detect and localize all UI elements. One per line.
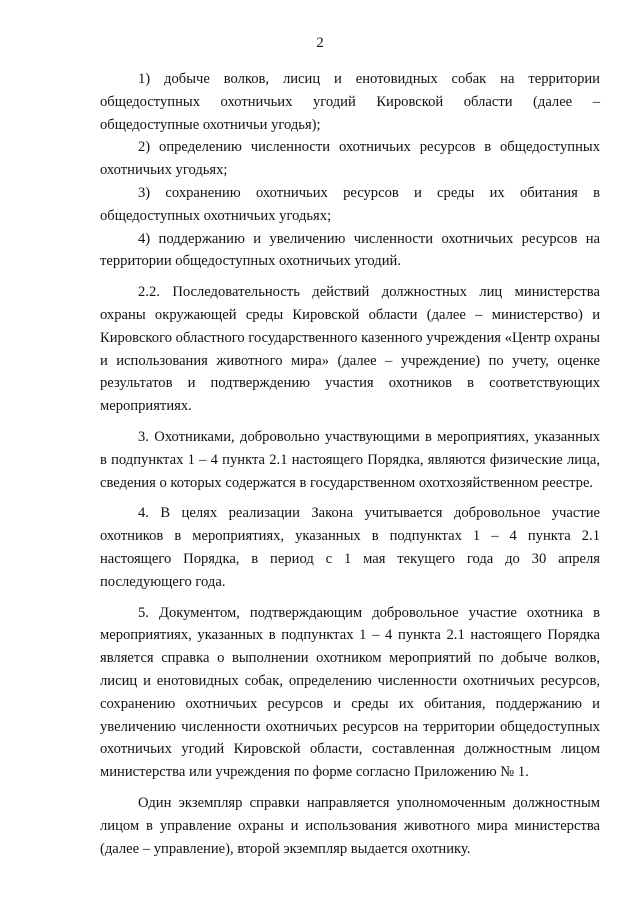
- paragraph-item-3: 3) сохранению охотничьих ресурсов и среды их обитания в общедоступных охотничьих угодьях;: [100, 184, 600, 224]
- paragraph-item-1: 1) добыче волков, лисиц и енотовидных собак на территории общедоступных охотничьих угодий Кировской области (далее – общедоступные охотничьи угодья);: [100, 71, 600, 133]
- paragraph-5: 5. Документом, подтверждающим добровольное участие охотника в мероприятиях, указанных в подпунктах 1 – 4 пункта 2.1 настоящего Порядка является справка о выполнении охотником мероприятий по добыче волков, лисиц и енотовидных собак, определению численности охотничьих ресурсов, сохранению охотничьих ресурсов и среды их обитания, поддержанию и увеличению численности охотничьих ресурсов на территории общедоступных охотничьих угодий Кировской области, составленная должностным лицом министерства или учреждения по форме согласно Приложению № 1.: [100, 604, 600, 781]
- document-body: [100, 68, 600, 860]
- paragraph-2-2: 2.2. Последовательность действий должностных лиц министерства охраны окружающей среды Кировской области (далее – министерство) и Кировского областного государственного казенного учреждения «Центр охраны и использования животного мира» (далее – учреждение) по учету, оценке результатов и подтверждению участия охотников в соответствующих мероприятиях.: [100, 284, 600, 415]
- paragraph-item-4: 4) поддержанию и увеличению численности охотничьих ресурсов на территории общедоступных охотничьих угодий.: [100, 230, 600, 270]
- paragraph-item-2: 2) определению численности охотничьих ресурсов в общедоступных охотничьих угодьях;: [100, 139, 600, 179]
- paragraph-4: 4. В целях реализации Закона учитывается добровольное участие охотников в мероприятиях, указанных в подпунктах 1 – 4 пункта 2.1 настоящего Порядка, в период с 1 мая текущего года до 30 апреля последующего года.: [100, 505, 600, 590]
- paragraph-copies: Один экземпляр справки направляется уполномоченным должностным лицом в управление охраны и использования животного мира министерства (далее – управление), второй экземпляр выдается охотнику.: [100, 794, 600, 857]
- page-number: 2: [316, 35, 324, 51]
- paragraph-3: 3. Охотниками, добровольно участвующими в мероприятиях, указанных в подпунктах 1 – 4 пункта 2.1 настоящего Порядка, являются физические лица, сведения о которых содержатся в государственном охотхозяйственном реестре.: [100, 428, 600, 491]
